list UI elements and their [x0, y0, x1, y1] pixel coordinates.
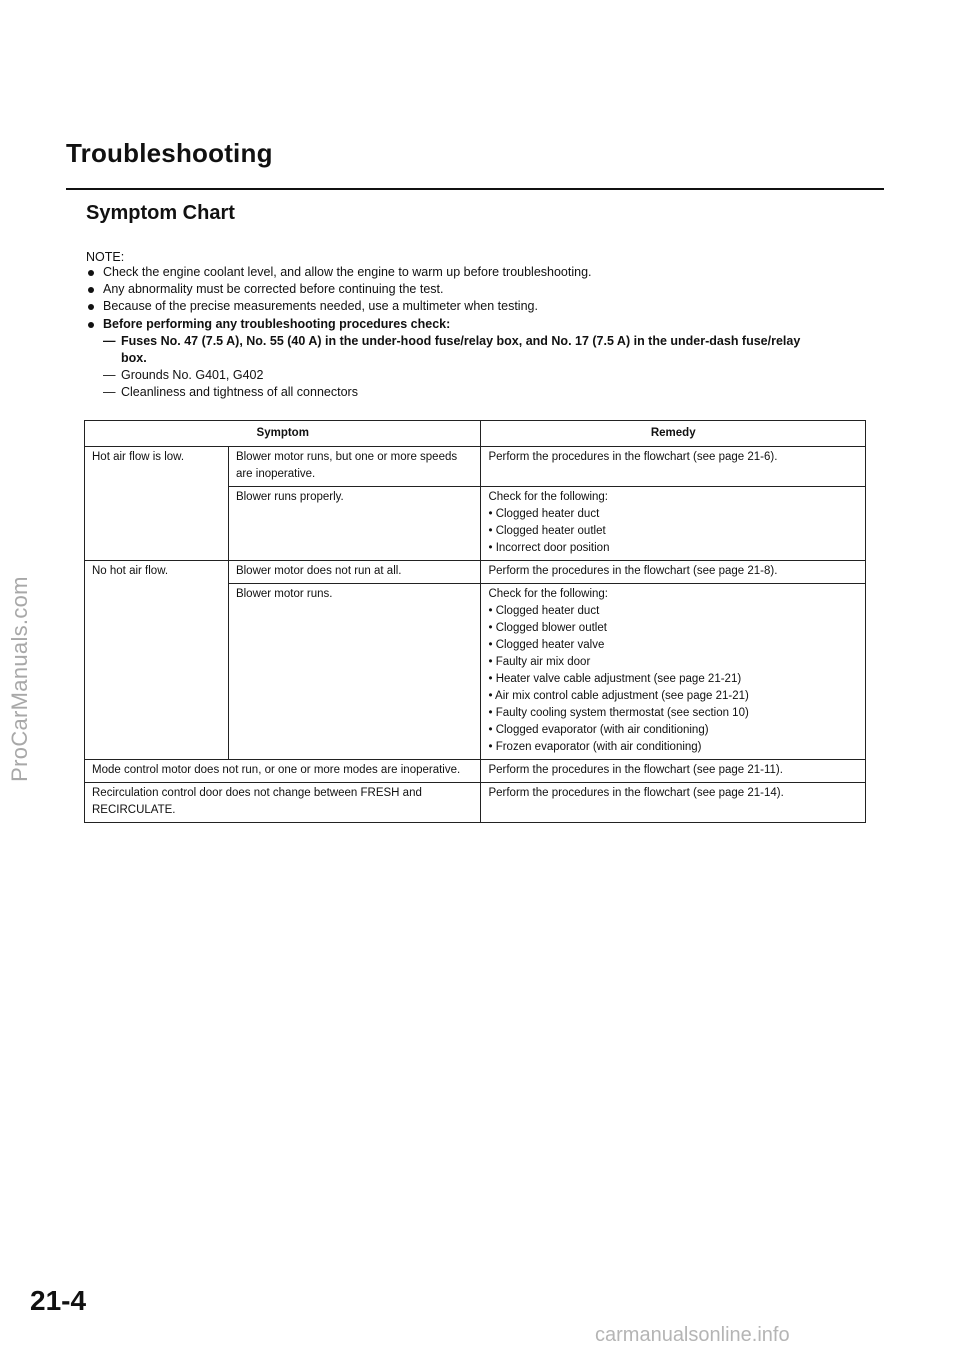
- notes-list: [86, 264, 886, 402]
- remedy-line: • Clogged heater duct: [488, 605, 600, 617]
- remedy-cell: [481, 584, 866, 760]
- remedy-line: Check for the following:: [488, 491, 609, 503]
- remedy-cell: Perform the procedures in the flowchart (see page 21-8).: [481, 561, 866, 584]
- symptom-cell: Recirculation control door does not change between FRESH and RECIRCULATE.: [85, 783, 481, 823]
- remedy-line: • Air mix control cable adjustment (see page 21-21): [488, 690, 749, 702]
- symptom-group-hot-air-low: Hot air flow is low.: [85, 447, 229, 561]
- symptom-cell: Blower runs properly.: [228, 487, 481, 561]
- remedy-line: • Faulty cooling system thermostat (see section 10): [488, 707, 749, 719]
- remedy-line: • Frozen evaporator (with air conditioning): [488, 741, 702, 753]
- symptom-chart-table: [84, 420, 866, 823]
- note-label: NOTE:: [86, 250, 125, 264]
- remedy-cell: Perform the procedures in the flowchart (see page 21-6).: [481, 447, 866, 487]
- note-bullet: Because of the precise measurements needed, use a multimeter when testing.: [86, 298, 886, 315]
- table-header-row: [85, 421, 866, 447]
- symptom-cell: Blower motor runs.: [228, 584, 481, 760]
- table-row: [85, 447, 866, 487]
- remedy-line: • Clogged heater outlet: [488, 525, 606, 537]
- symptom-header: Symptom: [85, 421, 481, 447]
- note-bullet: Before performing any troubleshooting procedures check:: [86, 316, 886, 333]
- check-item: — Cleanliness and tightness of all connectors: [86, 384, 886, 401]
- bottom-watermark: carmanualsonline.info: [595, 1324, 790, 1346]
- section-title: Symptom Chart: [86, 202, 235, 224]
- note-bullet: Any abnormality must be corrected before continuing the test.: [86, 281, 886, 298]
- remedy-cell: [481, 487, 866, 561]
- side-watermark: ProCarManuals.com: [7, 576, 32, 782]
- remedy-cell: Perform the procedures in the flowchart (see page 21-11).: [481, 760, 866, 783]
- check-item: — Grounds No. G401, G402: [86, 367, 886, 384]
- page-number: 21-4: [30, 1285, 87, 1316]
- symptom-group-no-hot-air: No hot air flow.: [85, 561, 229, 760]
- remedy-line: • Heater valve cable adjustment (see page 21-21): [488, 673, 742, 685]
- remedy-line: • Clogged blower outlet: [488, 622, 607, 634]
- remedy-line: • Faulty air mix door: [488, 656, 591, 668]
- remedy-line: Check for the following:: [488, 588, 609, 600]
- remedy-line: • Incorrect door position: [488, 542, 610, 554]
- table-row: [85, 783, 866, 823]
- table-row: [85, 760, 866, 783]
- check-item: — Fuses No. 47 (7.5 A), No. 55 (40 A) in the under-hood fuse/relay box, and No. 17 (7.5 A) in the under-dash fuse/relay: [86, 333, 886, 350]
- symptom-cell: Blower motor does not run at all.: [228, 561, 481, 584]
- symptom-cell: Mode control motor does not run, or one or more modes are inoperative.: [85, 760, 481, 783]
- check-item-continued: box.: [121, 351, 147, 366]
- note-bullet: Check the engine coolant level, and allow the engine to warm up before troubleshooting.: [86, 264, 886, 281]
- title-rule: [66, 188, 884, 190]
- symptom-cell: Blower motor runs, but one or more speeds are inoperative.: [228, 447, 481, 487]
- remedy-line: • Clogged evaporator (with air conditioning): [488, 724, 709, 736]
- remedy-line: • Clogged heater duct: [488, 508, 600, 520]
- remedy-cell: Perform the procedures in the flowchart (see page 21-14).: [481, 783, 866, 823]
- remedy-line: • Clogged heater valve: [488, 639, 605, 651]
- table-row: [85, 561, 866, 584]
- page-title: Troubleshooting: [66, 138, 273, 168]
- remedy-header: Remedy: [481, 421, 866, 447]
